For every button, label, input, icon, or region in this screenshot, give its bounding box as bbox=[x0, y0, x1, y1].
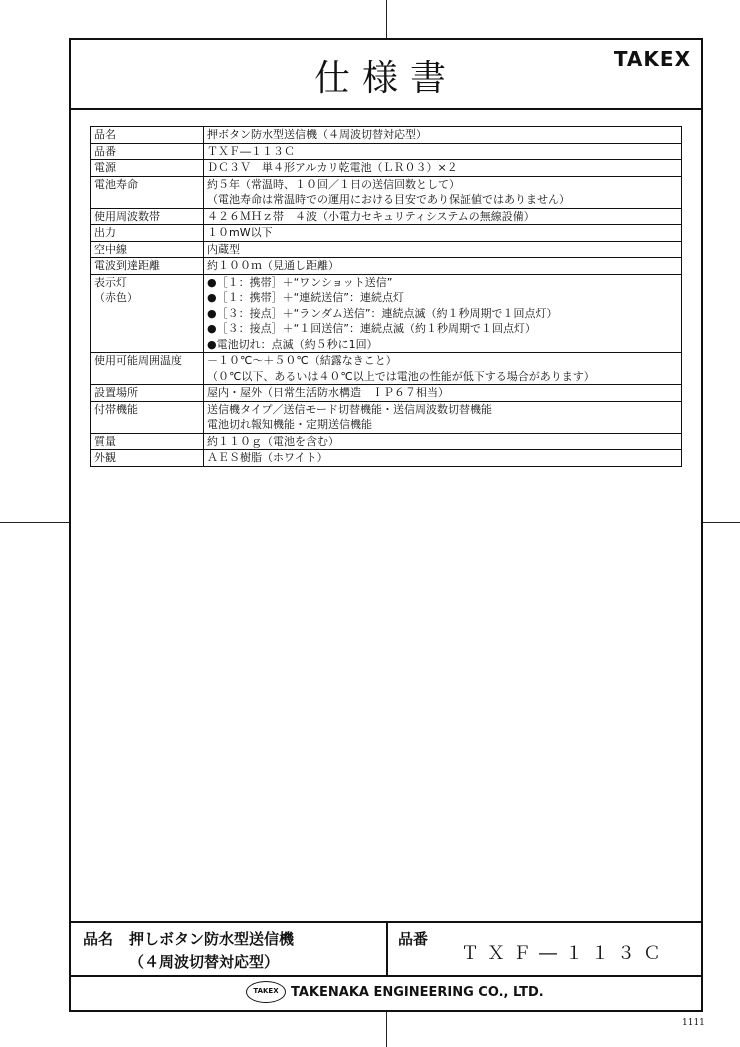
spec-value-cell bbox=[204, 401, 682, 433]
spec-label-cell bbox=[91, 127, 204, 144]
spec-value-line: ＴＸＦ―１１３Ｃ bbox=[207, 144, 295, 158]
spec-row bbox=[91, 353, 682, 385]
company-emblem-icon: TAKEX bbox=[246, 981, 286, 1003]
spec-row bbox=[91, 127, 682, 144]
spec-value-line: 約５年（常温時、１０回／１日の送信回数として） bbox=[207, 177, 460, 191]
page-code: 1111 bbox=[682, 1018, 705, 1028]
product-number-label: 品番 bbox=[398, 930, 429, 948]
spec-value-cell bbox=[204, 208, 682, 225]
spec-label: 出力 bbox=[94, 226, 116, 239]
product-name-label: 品名 bbox=[83, 930, 114, 948]
spec-label: 外観 bbox=[94, 451, 116, 464]
spec-value-cell bbox=[204, 176, 682, 208]
spec-value-cell bbox=[204, 160, 682, 177]
spec-value-cell bbox=[204, 433, 682, 450]
spec-label-cell bbox=[91, 176, 204, 208]
spec-label-cell bbox=[91, 225, 204, 242]
spec-value-cell bbox=[204, 225, 682, 242]
spec-value-line: １０mW以下 bbox=[207, 226, 273, 239]
spec-label-cell bbox=[91, 160, 204, 177]
company-row bbox=[71, 977, 701, 1010]
spec-row bbox=[91, 176, 682, 208]
spec-value-line: 電池切れ報知機能・定期送信機能 bbox=[207, 418, 372, 431]
title-area bbox=[71, 40, 701, 110]
spec-label: 設置場所 bbox=[94, 386, 138, 399]
spec-row bbox=[91, 433, 682, 450]
spec-value-line: 屋内・屋外（日常生活防水構造 ＩＰ６７相当） bbox=[207, 386, 449, 399]
spec-value-cell bbox=[204, 385, 682, 402]
spec-value-line: （０℃以下、あるいは４０℃以上では電池の性能が低下する場合があります） bbox=[207, 369, 595, 383]
spec-value-cell bbox=[204, 450, 682, 467]
spec-value-cell bbox=[204, 127, 682, 144]
product-number-value: ＴＸＦ―１１３Ｃ bbox=[461, 943, 669, 964]
spec-value-line: 約１１０ｇ（電池を含む） bbox=[207, 434, 339, 448]
spec-label-cell bbox=[91, 433, 204, 450]
spec-value-line: ＤＣ３Ｖ 単４形アルカリ乾電池（ＬＲ０３）×２ bbox=[207, 161, 458, 174]
page-title: 仕様書 bbox=[313, 58, 458, 99]
spec-label: 空中線 bbox=[94, 242, 127, 256]
spec-label: 表示灯 bbox=[94, 275, 127, 289]
spec-value-line: ●電池切れ：点滅（約５秒に1回） bbox=[207, 337, 378, 351]
spec-row bbox=[91, 401, 682, 433]
title-block bbox=[71, 921, 701, 1010]
spec-value-cell bbox=[204, 258, 682, 275]
spec-value-line: ●［３：接点］＋“ランダム送信”：連続点滅（約１秒周期で１回点灯） bbox=[207, 306, 558, 320]
spec-label-cell bbox=[91, 385, 204, 402]
spec-value-line: ＡＥＳ樹脂（ホワイト） bbox=[207, 451, 328, 464]
product-name-line2: （４周波切替対応型） bbox=[129, 953, 280, 971]
spec-value-line: 送信機タイプ／送信モード切替機能・送信周波数切替機能 bbox=[207, 402, 493, 416]
spec-value-line: 約１００ｍ（見通し距離） bbox=[207, 259, 339, 272]
spec-label-cell bbox=[91, 450, 204, 467]
spec-label-cell bbox=[91, 258, 204, 275]
crop-mark-right bbox=[703, 522, 740, 523]
spec-label-cell bbox=[91, 353, 204, 385]
spec-row bbox=[91, 241, 682, 258]
spec-value-line: －１０℃～＋５０℃（結露なきこと） bbox=[207, 354, 397, 367]
company-name: TAKENAKA ENGINEERING CO., LTD. bbox=[291, 985, 544, 1000]
spec-label: 付帯機能 bbox=[94, 402, 138, 416]
spec-value-line: （電池寿命は常温時での運用における目安であり保証値ではありません） bbox=[207, 193, 570, 206]
crop-mark-top bbox=[386, 0, 387, 38]
spec-value-line: 内蔵型 bbox=[207, 242, 240, 256]
spec-table bbox=[90, 126, 682, 467]
spec-value-line: 押ボタン防水型送信機（４周波切替対応型） bbox=[207, 128, 427, 141]
spec-row bbox=[91, 208, 682, 225]
product-name-line1: 押しボタン防水型送信機 bbox=[129, 930, 295, 948]
spec-value-line: ●［１：携帯］＋“連続送信”：連続点灯 bbox=[207, 291, 404, 304]
spec-value-line: ●［３：接点］＋“１回送信”：連続点滅（約１秒周期で１回点灯） bbox=[207, 322, 536, 335]
spec-label: 電源 bbox=[94, 161, 116, 174]
spec-value-cell bbox=[204, 241, 682, 258]
spec-row bbox=[91, 160, 682, 177]
spec-label: 使用可能周囲温度 bbox=[94, 354, 182, 367]
product-name-cell bbox=[71, 923, 388, 975]
spec-row bbox=[91, 385, 682, 402]
spec-label-cell bbox=[91, 208, 204, 225]
title-block-row bbox=[71, 923, 701, 977]
spec-label-cell bbox=[91, 241, 204, 258]
spec-label: 質量 bbox=[94, 434, 116, 448]
spec-value-line: ４２６ＭＨｚ帯 ４波（小電力セキュリティシステムの無線設備） bbox=[207, 209, 535, 223]
spec-row bbox=[91, 450, 682, 467]
spec-label: 品名 bbox=[94, 128, 116, 141]
spec-sublabel: （赤色） bbox=[94, 291, 138, 304]
crop-mark-bottom bbox=[386, 1012, 387, 1047]
spec-value-cell bbox=[204, 143, 682, 160]
spec-row bbox=[91, 225, 682, 242]
spec-label: 電波到達距離 bbox=[94, 259, 160, 272]
spec-label-cell bbox=[91, 274, 204, 353]
spec-row bbox=[91, 143, 682, 160]
spec-label-cell bbox=[91, 143, 204, 160]
crop-mark-left bbox=[0, 522, 69, 523]
spec-value-cell bbox=[204, 274, 682, 353]
spec-label-cell bbox=[91, 401, 204, 433]
spec-label: 電池寿命 bbox=[94, 177, 138, 191]
spec-value-cell bbox=[204, 353, 682, 385]
brand-logo: TAKEX bbox=[613, 47, 691, 71]
spec-row bbox=[91, 274, 682, 353]
spec-value-line: ●［１：携帯］＋“ワンショット送信” bbox=[207, 275, 393, 289]
spec-label: 品番 bbox=[94, 144, 116, 158]
spec-label: 使用周波数帯 bbox=[94, 209, 160, 223]
spec-sheet bbox=[69, 38, 703, 1012]
spec-row bbox=[91, 258, 682, 275]
